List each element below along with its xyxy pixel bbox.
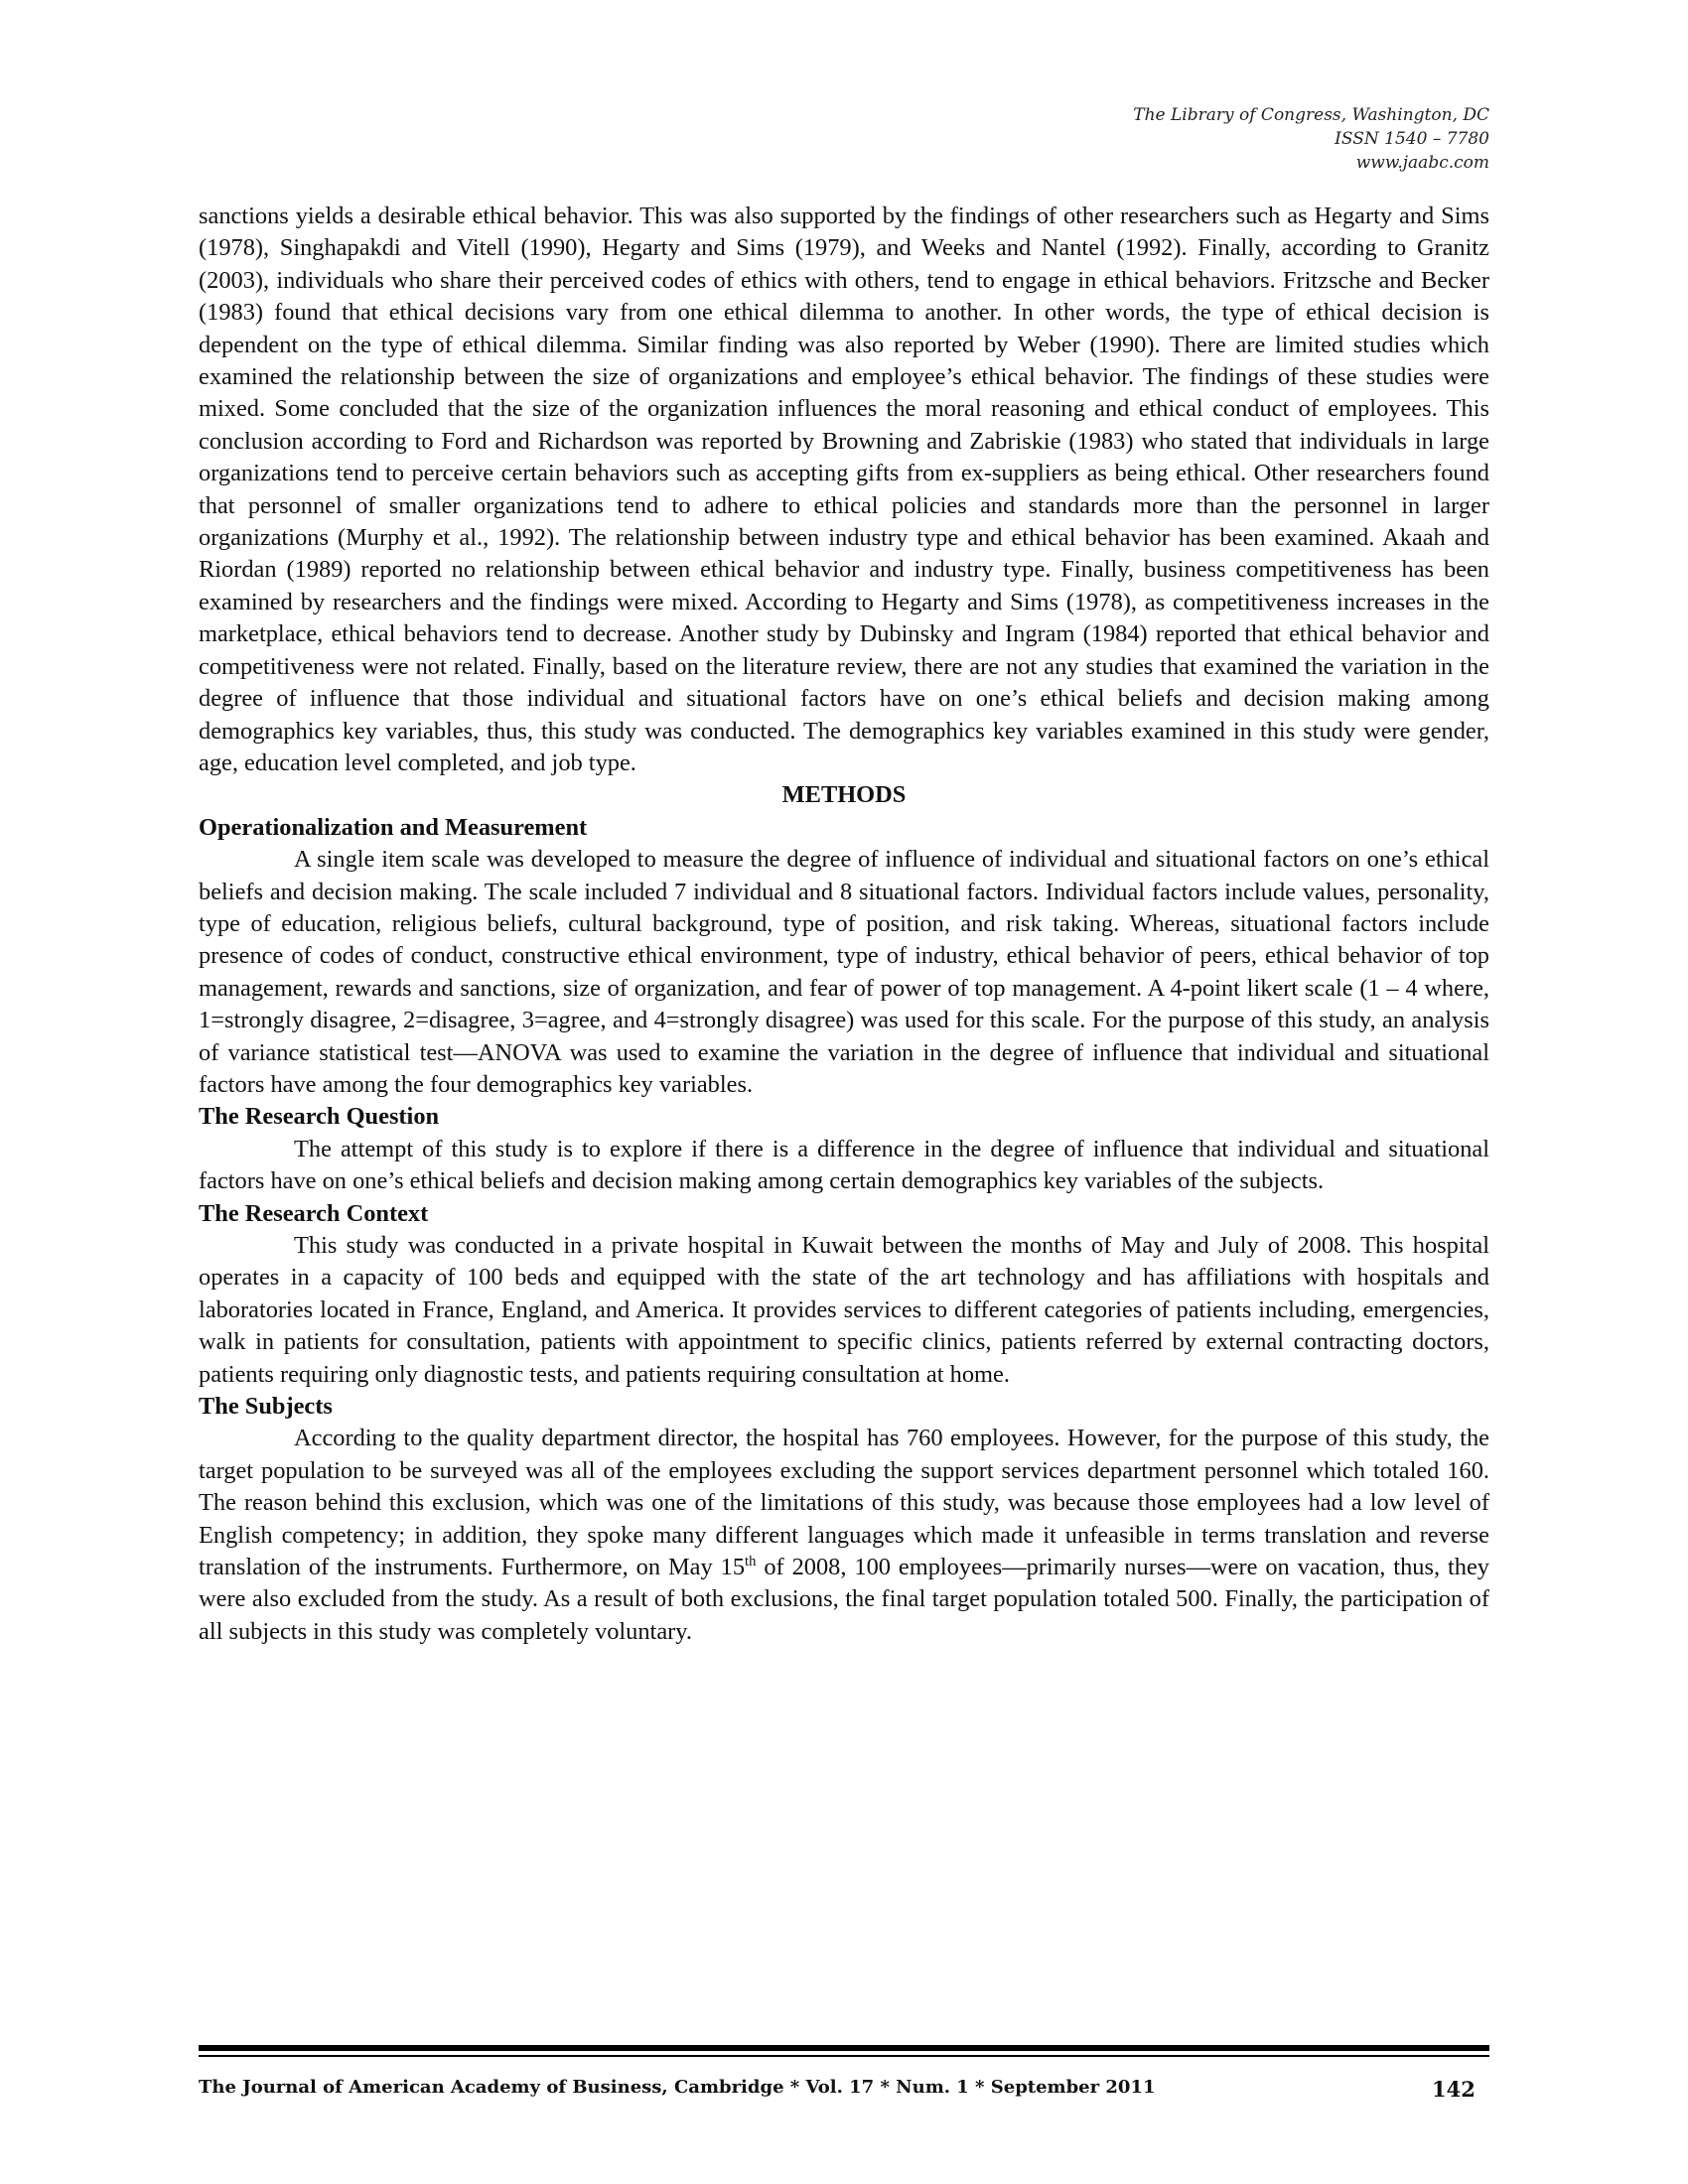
subjects-text-part2: of 2008, 100 employees—primarily nurses—were on vacation, thus, they were also excluded from the study. As a result of both exclusions, the final target population totaled 500. Finally, the participation of all subjects in this study was completely voluntary.: [199, 1554, 1489, 1645]
intro-paragraph: sanctions yields a desirable ethical behavior. This was also supported by the findings of other researchers such as Hegarty and Sims (1978), Singhapakdi and Vitell (1990), Hegarty and Sims (1979), and Weeks and Nantel (1992). Finally, according to Granitz (2003), individuals who share their perceived codes of ethics with others, tend to engage in ethical behaviors. Fritzsche and Becker (1983) found that ethical decisions vary from one ethical dilemma to another. In other words, the type of ethical decision is dependent on the type of ethical dilemma. Similar finding was also reported by Weber (1990). There are limited studies which examined the relationship between the size of organizations and employee’s ethical behavior. The findings of these studies were mixed. Some concluded that the size of the organization influences the moral reasoning and ethical conduct of employees. This conclusion according to Ford and Richardson was reported by Browning and Zabriskie (1983) who stated that individuals in large organizations tend to perceive certain behaviors such as accepting gifts from ex-suppliers as being ethical. Other researchers found that personnel of smaller organizations tend to adhere to ethical policies and standards more than the personnel in larger organizations (Murphy et al., 1992). The relationship between industry type and ethical behavior has been examined. Akaah and Riordan (1989) reported no relationship between ethical behavior and industry type. Finally, business competitiveness has been examined by researchers and the findings were mixed. According to Hegarty and Sims (1978), as competitiveness increases in the marketplace, ethical behaviors tend to decrease. Another study by Dubinsky and Ingram (1984) reported that ethical behavior and competitiveness were not related. Finally, based on the literature review, there are not any studies that examined the variation in the degree of influence that those individual and situational factors have on one’s ethical beliefs and decision making among demographics key variables, thus, this study was conducted. The demographics key variables examined in this study were gender, age, education level completed, and job type.: [199, 203, 1489, 776]
header-website-line: www.jaabc.com: [1355, 153, 1489, 173]
page-number: 142: [1432, 2077, 1476, 2102]
running-header: [1133, 103, 1489, 175]
research-question-paragraph: The attempt of this study is to explore if there is a difference in the degree of influence that individual and situational factors have on one’s ethical beliefs and decision making among certain demographics key variables of the subjects.: [199, 1135, 1489, 1195]
subjects-paragraph: [199, 1423, 1489, 1648]
operationalization-paragraph: A single item scale was developed to measure the degree of influence of individual and situational factors on one’s ethical beliefs and decision making. The scale included 7 individual and 8 situational factors. Individual factors include values, personality, type of education, religious beliefs, cultural background, type of position, and risk taking. Whereas, situational factors include presence of codes of conduct, constructive ethical environment, type of industry, ethical behavior of peers, ethical behavior of top management, rewards and sanctions, size of organization, and fear of power of top management. A 4-point likert scale (1 – 4 where, 1=strongly disagree, 2=disagree, 3=agree, and 4=strongly disagree) was used for this scale. For the purpose of this study, an analysis of variance statistical test—ANOVA was used to examine the variation in the degree of influence that individual and situational factors have among the four demographics key variables.: [199, 846, 1489, 1098]
ordinal-superscript: th: [745, 1553, 757, 1570]
footer-rule-thick: [199, 2045, 1489, 2051]
research-context-paragraph: This study was conducted in a private hospital in Kuwait between the months of May and July of 2008. This hospital operates in a capacity of 100 beds and equipped with the state of the art technology and has affiliations with hospitals and laboratories located in France, England, and America. It provides services to different categories of patients including, emergencies, walk in patients for consultation, patients with appointment to specific clinics, patients referred by external contracting doctors, patients requiring only diagnostic tests, and patients requiring consultation at home.: [199, 1232, 1489, 1388]
methods-title: METHODS: [781, 781, 907, 809]
footer-rule-thin: [199, 2055, 1489, 2057]
header-library-line: The Library of Congress, Washington, DC: [1133, 105, 1489, 125]
subjects-text-part1: According to the quality department director, the hospital has 760 employees. However, for the purpose of this study, the target population to be surveyed was all of the employees excluding the support services department personnel which totaled 160. The reason behind this exclusion, which was one of the limitations of this study, was because those employees had a low level of English competency; in addition, they spoke many different languages which made it unfeasible in terms translation and reverse translation of the instruments. Furthermore, on May 15: [199, 1425, 1489, 1581]
research-question-heading: The Research Question: [199, 1103, 440, 1131]
operationalization-heading: Operationalization and Measurement: [199, 813, 588, 841]
footer-journal-citation: The Journal of American Academy of Business, Cambridge * Vol. 17 * Num. 1 * September 2011: [199, 2077, 1156, 2098]
subjects-heading: The Subjects: [199, 1393, 333, 1421]
page-body: [199, 201, 1489, 1648]
research-context-heading: The Research Context: [199, 1199, 429, 1227]
header-issn-line: ISSN 1540 – 7780: [1335, 129, 1489, 149]
